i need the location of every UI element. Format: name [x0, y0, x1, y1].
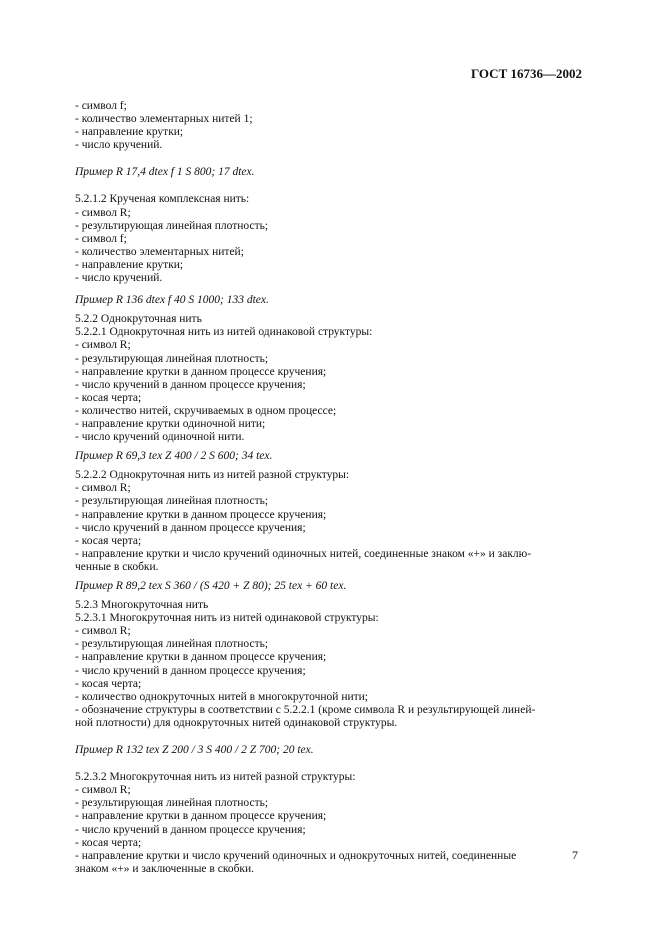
- example-line: Пример R 132 tex Z 200 / 3 S 400 / 2 Z 700; 20 tex.: [75, 744, 314, 757]
- section-heading: 5.2.2.1 Однокруточная нить из нитей одинаковой структуры:: [75, 326, 373, 339]
- list-item: - результирующая линейная плотность;: [75, 219, 269, 232]
- list-item: - символ R;: [75, 482, 131, 495]
- section-heading: 5.2.3.1 Многокруточная нить из нитей одинаковой структуры:: [75, 612, 379, 625]
- list-item: - символ f;: [75, 100, 127, 112]
- list-item: - направление крутки в данном процессе кручения;: [75, 810, 327, 823]
- list-item: - направление крутки в данном процессе кручения;: [75, 651, 327, 664]
- list-item: - косая черта;: [75, 391, 142, 404]
- list-item: - число кручений.: [75, 272, 163, 285]
- list-item: - количество однокруточных нитей в многокруточной нити;: [75, 690, 369, 703]
- list-item: - направление крутки;: [75, 258, 184, 271]
- section-heading: 5.2.2 Однокруточная нить: [75, 313, 202, 326]
- list-item: - символ f;: [75, 232, 127, 245]
- list-item: - символ R;: [75, 206, 131, 219]
- section-heading: 5.2.1.2 Крученая комплексная нить:: [75, 193, 250, 206]
- list-item: - число кручений в данном процессе кручения;: [75, 521, 306, 534]
- list-item: - результирующая линейная плотность;: [75, 797, 269, 810]
- list-item: - число кручений одиночной нити.: [75, 431, 245, 444]
- example-line: Пример R 17,4 dtex f 1 S 800; 17 dtex.: [75, 166, 255, 179]
- list-item: - результирующая линейная плотность;: [75, 638, 269, 651]
- list-item: - число кручений в данном процессе кручения;: [75, 823, 306, 836]
- list-item: - количество элементарных нитей 1;: [75, 113, 253, 126]
- document-body: [75, 100, 583, 876]
- list-item: - обозначение структуры в соответствии с 5.2.2.1 (кроме символа R и результирующей линей-: [75, 703, 536, 716]
- list-item: - направление крутки и число кручений одиночных и однокруточных нитей, соединенные: [75, 849, 517, 862]
- section-heading: 5.2.3.2 Многокруточная нить из нитей разной структуры:: [75, 771, 356, 784]
- list-item: - результирующая линейная плотность;: [75, 495, 269, 508]
- section-heading: 5.2.3 Многокруточная нить: [75, 599, 209, 612]
- list-item: - направление крутки в данном процессе кручения;: [75, 365, 327, 378]
- list-item: - направление крутки в данном процессе кручения;: [75, 508, 327, 521]
- list-item: - направление крутки и число кручений одиночных нитей, соединенные знаком «+» и заклю-: [75, 547, 532, 560]
- standard-header: ГОСТ 16736—2002: [470, 66, 582, 81]
- example-line: Пример R 136 dtex f 40 S 1000; 133 dtex.: [75, 294, 269, 307]
- page-number: 7: [572, 848, 578, 862]
- list-item: - направление крутки одиночной нити;: [75, 417, 266, 430]
- list-item: - символ R;: [75, 784, 131, 797]
- list-item: - количество нитей, скручиваемых в одном процессе;: [75, 404, 337, 417]
- list-item: - результирующая линейная плотность;: [75, 352, 269, 365]
- list-item: - символ R;: [75, 339, 131, 352]
- example-line: Пример R 69,3 tex Z 400 / 2 S 600; 34 tex.: [75, 450, 273, 463]
- list-item: - косая черта;: [75, 677, 142, 690]
- list-item: - количество элементарных нитей;: [75, 245, 244, 258]
- list-item: - число кручений в данном процессе кручения;: [75, 664, 306, 677]
- list-item: - символ R;: [75, 625, 131, 638]
- list-item-continuation: знаком «+» и заключенные в скобки.: [75, 862, 255, 875]
- list-item-continuation: ченные в скобки.: [75, 560, 159, 573]
- list-item: - косая черта;: [75, 534, 142, 547]
- example-line: Пример R 89,2 tex S 360 / (S 420 + Z 80); 25 tex + 60 tex.: [75, 580, 347, 592]
- section-heading: 5.2.2.2 Однокруточная нить из нитей разной структуры:: [75, 469, 350, 482]
- list-item: - направление крутки;: [75, 126, 184, 139]
- list-item: - число кручений в данном процессе кручения;: [75, 378, 306, 391]
- list-item-continuation: ной плотности) для однокруточных нитей одинаковой структуры.: [75, 716, 398, 729]
- list-item: - число кручений.: [75, 139, 163, 152]
- list-item: - косая черта;: [75, 836, 142, 849]
